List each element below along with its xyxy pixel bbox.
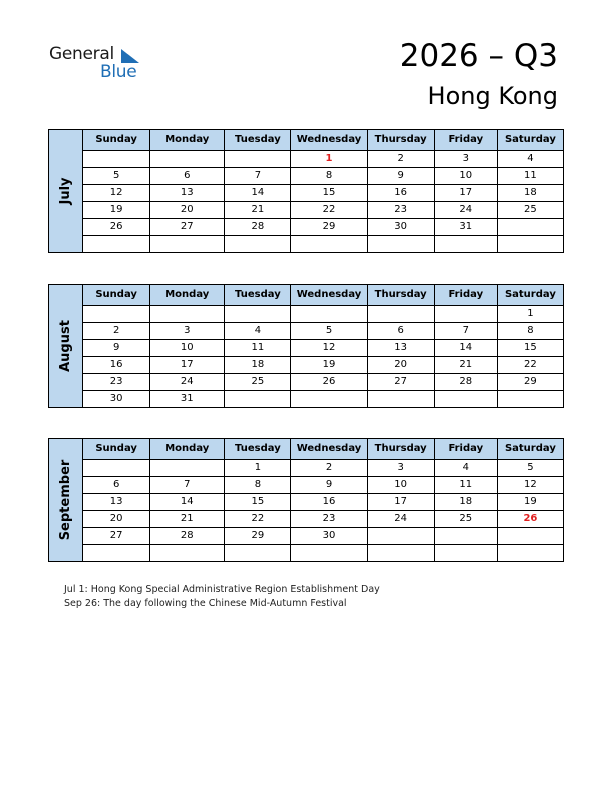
page-title: 2026 – Q3 [399, 38, 558, 74]
month-block-august [48, 284, 564, 408]
logo-general-text: General [49, 44, 114, 64]
day-cell [150, 151, 225, 168]
day-cell: 14 [225, 185, 291, 202]
day-cell: 23 [83, 374, 150, 391]
day-cell [83, 236, 150, 253]
day-cell [434, 528, 497, 545]
weekday-header: Sunday [83, 439, 150, 460]
day-cell [291, 545, 367, 562]
day-cell: 17 [434, 185, 497, 202]
day-cell: 16 [367, 185, 434, 202]
logo-triangle-icon [121, 49, 139, 63]
weekday-header: Saturday [497, 130, 563, 151]
day-cell: 19 [497, 494, 563, 511]
day-cell: 16 [291, 494, 367, 511]
day-cell: 3 [434, 151, 497, 168]
week-row [49, 391, 564, 408]
day-cell: 19 [83, 202, 150, 219]
day-cell: 29 [225, 528, 291, 545]
day-cell: 8 [225, 477, 291, 494]
day-cell: 8 [497, 323, 563, 340]
day-cell: 22 [225, 511, 291, 528]
day-cell: 17 [150, 357, 225, 374]
week-row [49, 460, 564, 477]
day-cell: 14 [434, 340, 497, 357]
month-table [48, 284, 564, 408]
day-cell: 28 [225, 219, 291, 236]
holiday-day-cell: 1 [291, 151, 367, 168]
day-cell [367, 236, 434, 253]
day-cell: 23 [367, 202, 434, 219]
week-row [49, 151, 564, 168]
day-cell: 31 [150, 391, 225, 408]
day-cell: 21 [150, 511, 225, 528]
day-cell: 25 [497, 202, 563, 219]
day-cell [150, 545, 225, 562]
month-block-july [48, 129, 564, 253]
month-block-september [48, 438, 564, 562]
day-cell: 30 [367, 219, 434, 236]
weekday-header: Friday [434, 439, 497, 460]
day-cell: 26 [83, 219, 150, 236]
weekday-header: Saturday [497, 439, 563, 460]
month-label-cell [49, 285, 83, 408]
day-cell: 21 [434, 357, 497, 374]
month-table [48, 438, 564, 562]
day-cell: 7 [225, 168, 291, 185]
week-row [49, 357, 564, 374]
day-cell: 22 [291, 202, 367, 219]
day-cell: 20 [150, 202, 225, 219]
week-row [49, 511, 564, 528]
weekday-header: Tuesday [225, 130, 291, 151]
day-cell [83, 460, 150, 477]
day-cell [434, 391, 497, 408]
day-cell: 1 [225, 460, 291, 477]
week-row [49, 168, 564, 185]
day-cell: 16 [83, 357, 150, 374]
weekday-header: Thursday [367, 130, 434, 151]
month-name: July [57, 177, 73, 205]
day-cell: 23 [291, 511, 367, 528]
day-cell: 29 [497, 374, 563, 391]
weekday-header: Friday [434, 285, 497, 306]
day-cell [497, 545, 563, 562]
logo [49, 44, 149, 84]
weekday-header: Thursday [367, 285, 434, 306]
day-cell: 25 [225, 374, 291, 391]
weekday-header: Tuesday [225, 285, 291, 306]
day-cell [367, 306, 434, 323]
day-cell: 20 [83, 511, 150, 528]
day-cell: 12 [291, 340, 367, 357]
day-cell: 28 [434, 374, 497, 391]
day-cell: 6 [367, 323, 434, 340]
day-cell [225, 306, 291, 323]
day-cell: 13 [367, 340, 434, 357]
week-row [49, 236, 564, 253]
day-cell: 21 [225, 202, 291, 219]
day-cell [291, 391, 367, 408]
day-cell: 10 [150, 340, 225, 357]
day-cell: 25 [434, 511, 497, 528]
day-cell: 1 [497, 306, 563, 323]
day-cell: 11 [497, 168, 563, 185]
day-cell [225, 236, 291, 253]
day-cell: 4 [434, 460, 497, 477]
month-name: September [57, 459, 73, 541]
page-subtitle: Hong Kong [427, 82, 558, 110]
holiday-note: Sep 26: The day following the Chinese Mid-Autumn Festival [64, 598, 347, 609]
day-cell: 10 [367, 477, 434, 494]
weekday-header: Saturday [497, 285, 563, 306]
day-cell: 3 [367, 460, 434, 477]
day-cell: 2 [83, 323, 150, 340]
day-cell: 14 [150, 494, 225, 511]
month-table [48, 129, 564, 253]
week-row [49, 306, 564, 323]
week-row [49, 340, 564, 357]
holiday-note: Jul 1: Hong Kong Special Administrative Region Establishment Day [64, 584, 380, 595]
day-cell: 20 [367, 357, 434, 374]
day-cell: 7 [150, 477, 225, 494]
week-row [49, 545, 564, 562]
weekday-header: Wednesday [291, 130, 367, 151]
day-cell: 26 [291, 374, 367, 391]
day-cell: 18 [434, 494, 497, 511]
day-cell [434, 306, 497, 323]
weekday-header: Monday [150, 130, 225, 151]
day-cell [150, 306, 225, 323]
day-cell: 12 [83, 185, 150, 202]
month-name: August [57, 320, 73, 372]
day-cell [291, 236, 367, 253]
weekday-header: Wednesday [291, 285, 367, 306]
week-row [49, 219, 564, 236]
day-cell: 11 [434, 477, 497, 494]
week-row [49, 374, 564, 391]
week-row [49, 494, 564, 511]
day-cell [367, 545, 434, 562]
day-cell: 2 [367, 151, 434, 168]
weekday-header: Tuesday [225, 439, 291, 460]
day-cell: 4 [225, 323, 291, 340]
day-cell: 12 [497, 477, 563, 494]
day-cell [225, 391, 291, 408]
day-cell [497, 391, 563, 408]
week-row [49, 323, 564, 340]
day-cell: 11 [225, 340, 291, 357]
day-cell: 27 [150, 219, 225, 236]
day-cell: 13 [83, 494, 150, 511]
holiday-notes [64, 583, 380, 611]
day-cell: 5 [291, 323, 367, 340]
day-cell: 24 [434, 202, 497, 219]
weekday-header: Monday [150, 439, 225, 460]
weekday-header: Monday [150, 285, 225, 306]
day-cell: 8 [291, 168, 367, 185]
day-cell: 27 [83, 528, 150, 545]
week-row [49, 528, 564, 545]
day-cell: 10 [434, 168, 497, 185]
day-cell [497, 528, 563, 545]
day-cell: 5 [83, 168, 150, 185]
month-label-cell [49, 439, 83, 562]
day-cell: 30 [291, 528, 367, 545]
day-cell [497, 219, 563, 236]
weekday-header: Friday [434, 130, 497, 151]
day-cell: 24 [367, 511, 434, 528]
day-cell: 22 [497, 357, 563, 374]
day-cell: 6 [83, 477, 150, 494]
day-cell: 31 [434, 219, 497, 236]
week-row [49, 185, 564, 202]
day-cell: 29 [291, 219, 367, 236]
day-cell: 27 [367, 374, 434, 391]
day-cell: 17 [367, 494, 434, 511]
day-cell [434, 236, 497, 253]
day-cell [291, 306, 367, 323]
day-cell: 28 [150, 528, 225, 545]
day-cell [83, 306, 150, 323]
day-cell [83, 545, 150, 562]
day-cell: 15 [497, 340, 563, 357]
day-cell: 15 [225, 494, 291, 511]
week-row [49, 202, 564, 219]
weekday-header: Thursday [367, 439, 434, 460]
day-cell [150, 236, 225, 253]
day-cell: 4 [497, 151, 563, 168]
weekday-header: Sunday [83, 130, 150, 151]
day-cell [497, 236, 563, 253]
day-cell [225, 545, 291, 562]
day-cell: 18 [497, 185, 563, 202]
day-cell: 9 [367, 168, 434, 185]
day-cell: 13 [150, 185, 225, 202]
day-cell: 2 [291, 460, 367, 477]
week-row [49, 477, 564, 494]
month-label-cell [49, 130, 83, 253]
day-cell: 3 [150, 323, 225, 340]
day-cell: 19 [291, 357, 367, 374]
day-cell [367, 528, 434, 545]
day-cell: 15 [291, 185, 367, 202]
weekday-header: Wednesday [291, 439, 367, 460]
weekday-header: Sunday [83, 285, 150, 306]
day-cell [83, 151, 150, 168]
day-cell: 24 [150, 374, 225, 391]
logo-blue-text: Blue [100, 62, 137, 82]
day-cell: 7 [434, 323, 497, 340]
day-cell [367, 391, 434, 408]
day-cell: 6 [150, 168, 225, 185]
day-cell: 30 [83, 391, 150, 408]
day-cell [150, 460, 225, 477]
day-cell: 9 [83, 340, 150, 357]
day-cell: 5 [497, 460, 563, 477]
day-cell: 9 [291, 477, 367, 494]
day-cell [434, 545, 497, 562]
holiday-day-cell: 26 [497, 511, 563, 528]
day-cell: 18 [225, 357, 291, 374]
day-cell [225, 151, 291, 168]
